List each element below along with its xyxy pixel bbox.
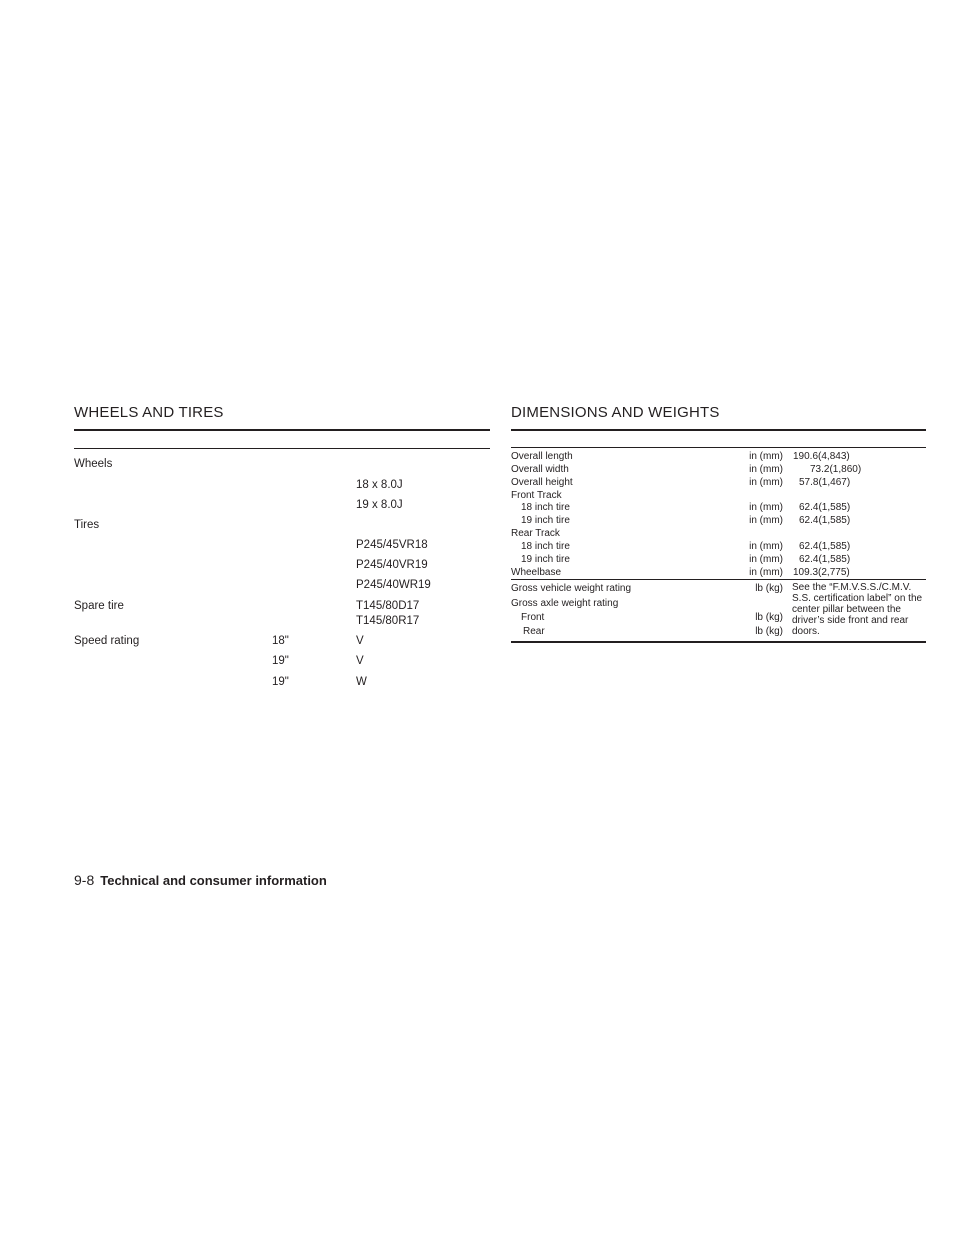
dimension-row [511,514,926,527]
dimension-value: 109.3(2,775) [793,567,850,578]
weights-divider [511,579,926,580]
wheels-table-rule [74,448,490,449]
speed-wheel-size: 18" [272,635,289,647]
dimension-value: 62.4(1,585) [799,502,851,513]
page-number: 9-8 [74,872,95,888]
wheels-tires-title: WHEELS AND TIRES [74,404,224,421]
dimension-value: 190.6(4,843) [793,451,850,462]
dimension-label: 18 inch tire [521,502,570,513]
dimension-label: Wheelbase [511,567,562,578]
weight-unit: lb (kg) [755,612,783,623]
footer-section-title: Technical and consumer information [100,873,327,888]
dimension-unit: in (mm) [749,477,783,488]
wheels-title-rule [74,429,490,431]
dimension-unit: in (mm) [749,451,783,462]
dimension-group-label: Rear Track [511,528,560,539]
speed-wheel-size: 19" [272,655,289,667]
speed-wheel-size: 19" [272,676,289,688]
weight-label: Front [521,612,545,623]
speed-rating-value: V [356,655,364,667]
speed-rating-value: W [356,676,367,688]
weight-unit: lb (kg) [755,626,783,637]
dimension-value: 73.2(1,860) [810,464,862,475]
weight-label: Gross vehicle weight rating [511,583,632,594]
dimension-value: 62.4(1,585) [799,515,851,526]
dimension-unit: in (mm) [749,515,783,526]
weight-unit: lb (kg) [755,583,783,594]
dimension-value: 62.4(1,585) [799,554,851,565]
dimension-label: 19 inch tire [521,515,570,526]
weights-note: See the “F.M.V.S.S./C.M.V. S.S. certification label” on the center pillar between the driver’s side front and rear doors. [792,582,923,637]
speed-rating-value: V [356,635,364,647]
tire-size: P245/40WR19 [356,579,431,591]
dimension-label: 19 inch tire [521,554,570,565]
tire-size: P245/45VR18 [356,539,428,551]
dimension-unit: in (mm) [749,541,783,552]
spare-tire-size: T145/80R17 [356,615,420,627]
dimension-row [511,540,926,553]
dimensions-table-rule [511,447,926,448]
spare-tire-label: Spare tire [74,600,124,612]
dimension-label: Overall height [511,477,573,488]
dimension-group-label: Front Track [511,490,562,501]
dimension-value: 62.4(1,585) [799,541,851,552]
dimension-unit: in (mm) [749,567,783,578]
dimensions-title: DIMENSIONS AND WEIGHTS [511,404,720,421]
dimension-label: Overall width [511,464,569,475]
speed-rating-label: Speed rating [74,635,140,647]
dimension-group-row [511,527,926,540]
dimension-row [511,463,926,476]
weight-label: Gross axle weight rating [511,598,619,609]
dimension-label: 18 inch tire [521,541,570,552]
spare-tire-size: T145/80D17 [356,600,420,612]
weight-label: Rear [523,626,545,637]
tires-label: Tires [74,519,100,531]
dimension-row [511,566,926,579]
page-footer [74,872,327,888]
dimension-row [511,501,926,514]
wheels-label: Wheels [74,458,113,470]
dimension-row [511,553,926,566]
dimension-unit: in (mm) [749,464,783,475]
dimensions-bottom-rule [511,641,926,643]
dimension-row [511,476,926,489]
dimension-label: Overall length [511,451,573,462]
dimension-unit: in (mm) [749,502,783,513]
wheel-size: 18 x 8.0J [356,479,403,491]
dimension-unit: in (mm) [749,554,783,565]
dimension-row [511,450,926,463]
dimensions-title-rule [511,429,926,431]
tire-size: P245/40VR19 [356,559,428,571]
dimension-value: 57.8(1,467) [799,477,851,488]
wheel-size: 19 x 8.0J [356,499,403,511]
